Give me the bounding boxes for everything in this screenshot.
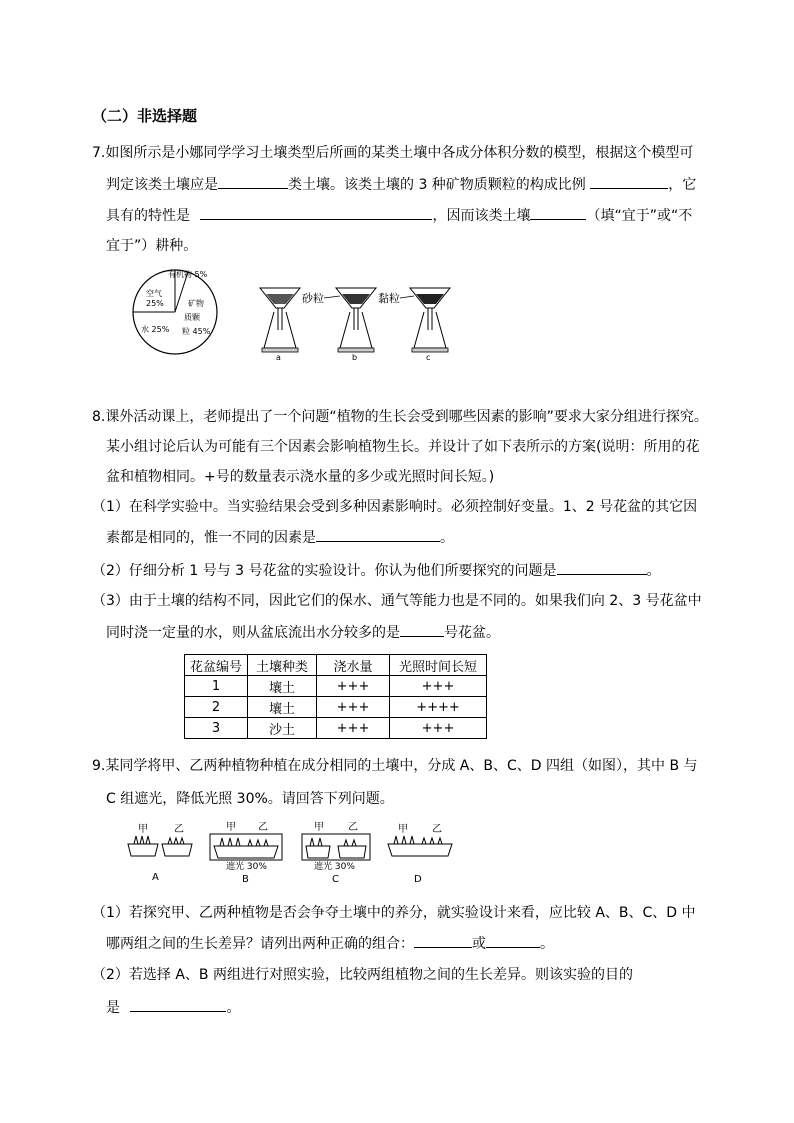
q9-planting-figure <box>122 820 462 888</box>
q7-line3-b: ，因而该类土壤 <box>432 208 531 224</box>
table-row <box>185 676 487 697</box>
q9-sub1-or: 或 <box>472 936 486 952</box>
table-row <box>185 718 487 739</box>
pie-label-air-1: 空气 <box>146 289 162 298</box>
group-d-label: D <box>414 874 422 885</box>
q8-sub3-b: 同时浇一定量的水，则从盆底流出水分较多的是 <box>106 625 400 641</box>
pie-label-water: 水 25% <box>141 325 170 334</box>
group-b-yi: 乙 <box>258 822 268 833</box>
funnel-a-label: a <box>276 353 281 362</box>
table-cell: +++ <box>317 676 390 697</box>
q7-line2-c: ，它 <box>668 177 697 193</box>
group-c-label: C <box>332 874 339 885</box>
q9-sub1-b-line <box>106 933 554 954</box>
group-c-yi: 乙 <box>348 822 358 833</box>
table-cell: 1 <box>185 676 248 697</box>
funnel-c <box>410 288 450 362</box>
table-header: 土壤种类 <box>248 655 317 676</box>
q9-sub2-b-line <box>106 997 240 1018</box>
table-cell: +++ <box>317 718 390 739</box>
group-b-jia: 甲 <box>226 822 236 833</box>
section-title: （二）非选择题 <box>92 107 198 125</box>
funnel-clay-pointer <box>400 296 414 298</box>
q9-line2: C 组遮光，降低光照 30%。请回答下列问题。 <box>106 791 394 807</box>
q8-experiment-table <box>184 654 487 739</box>
table-header-row <box>185 655 487 676</box>
funnel-b-label: b <box>352 353 358 362</box>
table-header: 花盆编号 <box>185 655 248 676</box>
q9-blank-combo-2[interactable] <box>486 933 540 948</box>
q9-sub1-a: （1）若探究甲、乙两种植物是否会争夺土壤中的养分，就实验设计来看，应比较 A、B、C、D 中 <box>92 905 696 921</box>
q7-blank-property[interactable] <box>200 205 432 220</box>
q8-sub3-a: （3）由于土壤的结构不同，因此它们的保水、通气等能力也是不同的。如果我们向 2、3 号花盆中 <box>92 593 702 609</box>
q8-blank-pot[interactable] <box>400 622 444 637</box>
pie-label-organic: 有机物 5% <box>168 270 208 279</box>
q8-sub3-b-line <box>106 622 500 643</box>
group-c-shade: 遮光 30% <box>314 862 355 872</box>
q7-blank-soil-type[interactable] <box>218 174 288 189</box>
q7-line2 <box>106 174 696 195</box>
q8-sub2-line <box>92 560 661 581</box>
q7-line1: 7.如图所示是小娜同学学习土壤类型后所画的某类土壤中各成分体积分数的模型，根据这个模型可 <box>92 145 694 161</box>
funnel-a <box>260 288 300 362</box>
q8-line2: 某小组讨论后认为可能有三个因素会影响植物生长。并设计了如下表所示的方案(说明：所用的花 <box>106 439 700 455</box>
group-a-jia: 甲 <box>138 824 148 835</box>
q8-line3: 盆和植物相同。+号的数量表示浇水量的多少或光照时间长短。) <box>106 469 495 485</box>
q8-line1: 8.课外活动课上，老师提出了一个问题“植物的生长会受到哪些因素的影响”要求大家分组进行探究。 <box>92 409 708 425</box>
pie-label-air-2: 25% <box>146 299 164 308</box>
group-a-yi: 乙 <box>174 824 184 835</box>
q8-blank-question[interactable] <box>557 560 647 575</box>
q8-sub1-a: （1）在科学实验中。当实验结果会受到多种因素影响时。必须控制好变量。1、2 号花盆的其它因 <box>92 499 698 515</box>
group-a <box>128 823 192 883</box>
group-b <box>210 821 282 885</box>
funnel-sand-pointer <box>324 296 340 298</box>
table-cell: 壤土 <box>248 697 317 718</box>
q9-line1: 9.某同学将甲、乙两种植物种植在成分相同的土壤中，分成 A、B、C、D 四组（如图），其中 B 与 <box>92 758 698 774</box>
q7-line3-a: 具有的特性是 <box>106 208 190 224</box>
q9-sub1-b: 哪两组之间的生长差异？请列出两种正确的组合： <box>106 936 414 952</box>
q7-line3-c: （填“宜于”或“不 <box>586 208 693 224</box>
q8-sub2-end: 。 <box>646 563 661 579</box>
funnel-label-sand: 砂粒 <box>302 292 324 305</box>
table-row <box>185 697 487 718</box>
group-d-jia: 甲 <box>398 824 408 835</box>
q9-sub2-b: 是 <box>106 1000 120 1016</box>
table-cell: +++ <box>390 676 487 697</box>
funnel-b <box>336 288 376 362</box>
q7-line2-a: 判定该类土壤应是 <box>106 177 218 193</box>
table-cell: 3 <box>185 718 248 739</box>
q9-sub2-a: （2）若选择 A、B 两组进行对照实验，比较两组植物之间的生长差异。则该实验的目的 <box>92 967 633 983</box>
pie-label-mineral-2: 质颗 <box>184 313 200 322</box>
funnel-label-clay: 黏粒 <box>378 292 400 305</box>
group-c <box>302 821 370 885</box>
q7-line4: 宜于”）耕种。 <box>106 238 198 254</box>
q7-pie-model <box>128 266 228 358</box>
group-b-shade: 遮光 30% <box>226 862 267 872</box>
table-cell: +++ <box>390 718 487 739</box>
group-a-label: A <box>152 872 159 883</box>
q8-sub2-a: （2）仔细分析 1 号与 3 号花盆的实验设计。你认为他们所要探究的问题是 <box>92 563 557 579</box>
q8-blank-factor[interactable] <box>316 527 440 542</box>
q7-line3 <box>106 205 692 226</box>
table-cell: 壤土 <box>248 676 317 697</box>
q8-sub1-b: 素都是相同的，惟一不同的因素是 <box>106 530 316 546</box>
q8-sub3-end: 号花盆。 <box>444 625 500 641</box>
q7-funnel-experiment <box>246 282 472 362</box>
table-cell: +++ <box>317 697 390 718</box>
q9-sub2-end: 。 <box>226 1000 241 1016</box>
q8-sub1-end: 。 <box>440 530 454 546</box>
group-d-yi: 乙 <box>432 824 442 835</box>
funnel-c-label: c <box>426 353 431 362</box>
q7-blank-ratio[interactable] <box>590 174 668 189</box>
table-header: 浇水量 <box>317 655 390 676</box>
q7-line2-b: 类土壤。该类土壤的 3 种矿物质颗粒的构成比例 <box>288 177 586 193</box>
table-header: 光照时间长短 <box>390 655 487 676</box>
q9-blank-purpose[interactable] <box>130 997 226 1012</box>
group-d <box>388 823 452 885</box>
group-b-label: B <box>242 874 249 885</box>
pie-label-mineral-3: 粒 45% <box>182 327 211 336</box>
q8-sub1-b-line <box>106 527 454 548</box>
group-c-jia: 甲 <box>314 822 324 833</box>
q9-blank-combo-1[interactable] <box>414 933 472 948</box>
table-cell: 沙土 <box>248 718 317 739</box>
table-cell: 2 <box>185 697 248 718</box>
q9-sub1-end: 。 <box>540 936 554 952</box>
table-cell: ++++ <box>390 697 487 718</box>
q7-blank-suitable[interactable] <box>530 205 586 220</box>
pie-label-mineral-1: 矿物 <box>188 299 204 308</box>
